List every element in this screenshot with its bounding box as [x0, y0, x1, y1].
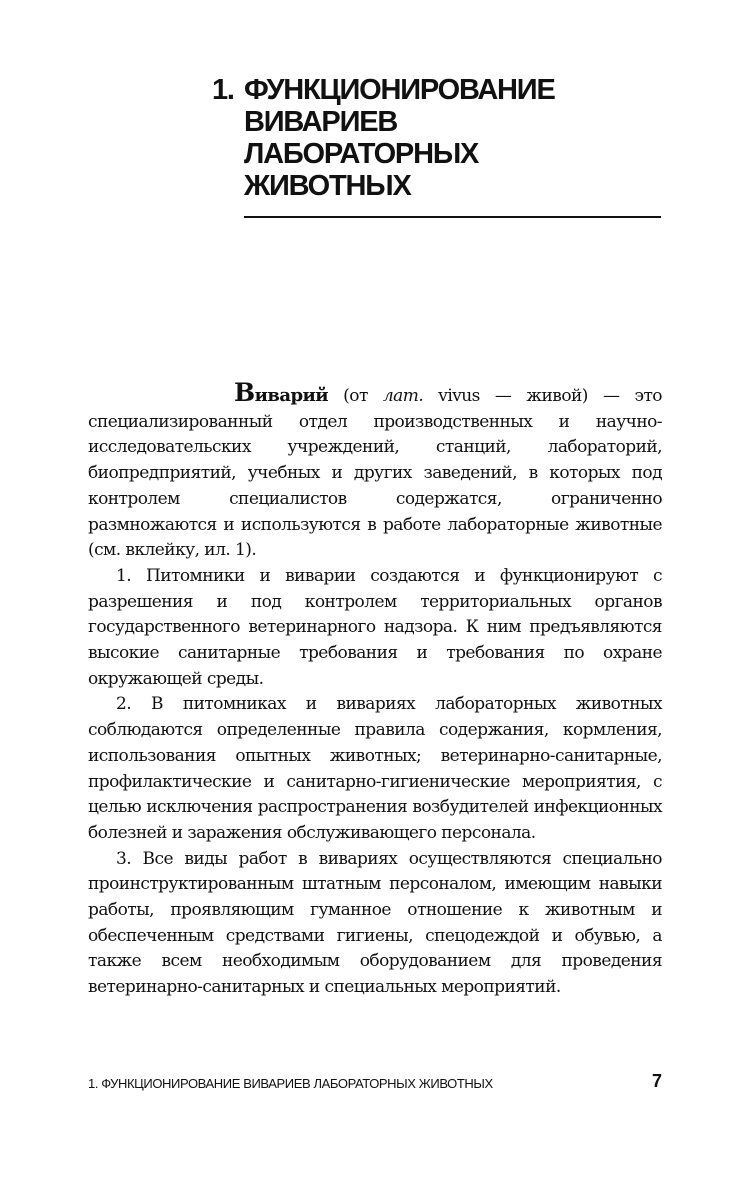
chapter-title [244, 74, 664, 202]
intro-paragraph [88, 380, 662, 564]
defined-term [234, 378, 329, 407]
dropcap-letter: В [234, 378, 255, 407]
chapter-title-line: ВИВАРИЕВ [244, 106, 398, 138]
intro-text-b: vivus — живой) — это специализированный отдел производственных и научно-исследовательских учреждений, станций, лабораторий, биопредприятий, учебных и других заведений, в которых под контролем специалистов содержатся, ограниченно размножаются и используются в работе лабораторные животные (см. вклейку, ил. 1). [88, 386, 662, 561]
chapter-number: 1. [212, 74, 234, 106]
running-footer-title: 1. ФУНКЦИОНИРОВАНИЕ ВИВАРИЕВ ЛАБОРАТОРНЫХ ЖИВОТНЫХ [88, 1076, 493, 1091]
paragraph-2: 2. В питомниках и вивариях лабораторных животных соблюдаются определенные правила содержания, кормления, использования опытных животных; ветеринарно-санитарные, профилактические и санитарно-гигиенические мероприятия, с целью исключения распространения возбудителей инфекционных болезней и заражения обслуживающего персонала. [88, 694, 662, 843]
body-text [88, 380, 662, 1001]
paragraph-3: 3. Все виды работ в вивариях осуществляются специально проинструктированным штатным персоналом, имеющим навыки работы, проявляющим гуманное отношение к животным и обеспеченным средствами гигиены, спецодеждой и обувью, а также всем необходимым оборудованием для проведения ветеринарно-санитарных и специальных мероприятий. [88, 848, 662, 998]
heading-rule [244, 216, 661, 218]
chapter-title-line: ФУНКЦИОНИРОВАНИЕ [244, 74, 555, 106]
defined-term-rest: иварий [254, 385, 329, 406]
intro-italic: лат. [382, 386, 424, 406]
paragraph-1: 1. Питомники и виварии создаются и функционируют с разрешения и под контролем территориальных органов государственного ветеринарного надзора. К ним предъявляются высокие санитарные требования и требования по охране окружающей среды. [88, 565, 662, 689]
page-number: 7 [651, 1071, 662, 1091]
intro-text-a: (от [328, 386, 383, 406]
chapter-title-line: ЖИВОТНЫХ [244, 170, 411, 202]
chapter-title-line: ЛАБОРАТОРНЫХ [244, 138, 479, 170]
